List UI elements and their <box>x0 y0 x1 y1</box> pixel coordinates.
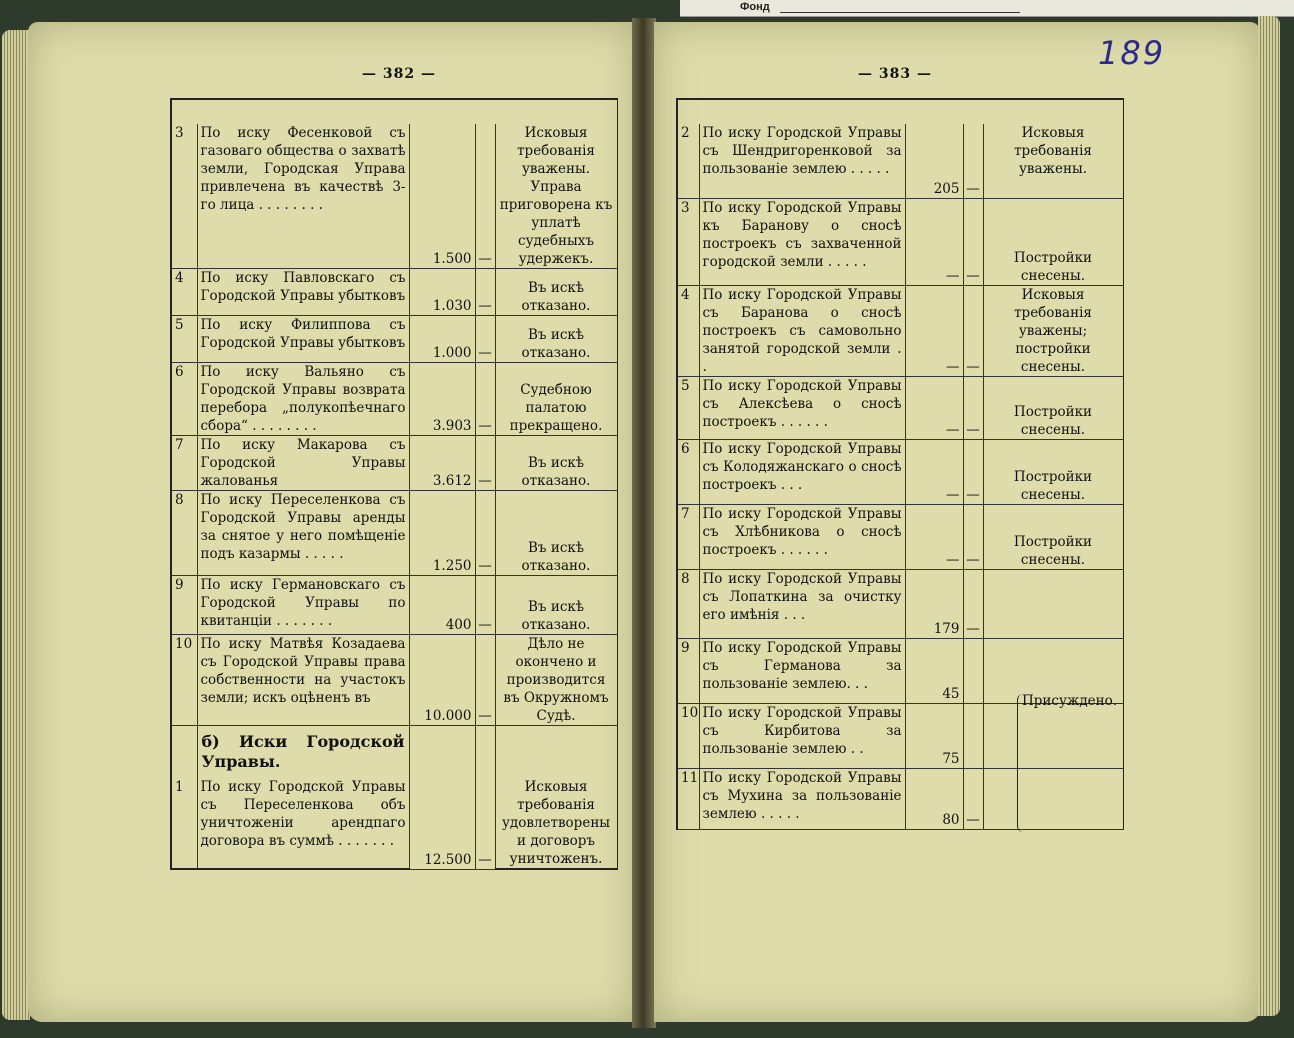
row-number: 9 <box>171 576 197 635</box>
brace-bracket <box>1017 694 1026 832</box>
section-blank-cell <box>495 726 617 779</box>
archive-stamp-line <box>780 12 1020 13</box>
row-sum: — <box>905 377 963 440</box>
row-result: Исковыя требованія уважены. Управа приговорена къ уплатѣ судебныхъ удержекъ. <box>495 124 617 269</box>
row-kopecks: — <box>963 440 983 505</box>
row-number: 7 <box>677 505 699 570</box>
row-number: 1 <box>171 778 197 869</box>
row-sum: 179 <box>905 570 963 639</box>
table-row <box>677 769 1123 830</box>
row-sum: 1.250 <box>409 491 475 576</box>
row-result: Судебною палатою прекращено. <box>495 363 617 436</box>
row-kopecks: — <box>963 570 983 639</box>
row-number: 10 <box>677 704 699 769</box>
table-row <box>171 269 617 316</box>
row-description: По иску Городской Управы съ Колодяжанскаго о сносѣ построекъ . . . <box>699 440 905 505</box>
row-kopecks: — <box>475 436 495 491</box>
archive-stamp <box>680 0 1294 17</box>
row-kopecks: — <box>963 769 983 830</box>
table-top-rule <box>171 99 617 124</box>
left-table <box>170 98 618 870</box>
row-description: По иску Макарова съ Городской Управы жалованья <box>197 436 409 491</box>
row-sum: 205 <box>905 124 963 199</box>
row-kopecks: — <box>963 286 983 377</box>
row-sum: — <box>905 440 963 505</box>
row-description: По иску Вальяно съ Городской Управы возврата перебора „полукопѣечнаго сбора“ . . . . . . . . <box>197 363 409 436</box>
row-description: По иску Матвѣя Козадаева съ Городской Управы права собственности на участокъ земли; искъ оцѣненъ въ <box>197 635 409 726</box>
table-row <box>677 377 1123 440</box>
table-row <box>677 570 1123 639</box>
row-kopecks: — <box>475 316 495 363</box>
row-sum: 400 <box>409 576 475 635</box>
brace-label: Присуждено. <box>1022 693 1118 709</box>
row-kopecks: — <box>963 124 983 199</box>
table-row <box>171 576 617 635</box>
row-kopecks: — <box>475 635 495 726</box>
row-kopecks: — <box>963 377 983 440</box>
row-sum: 75 <box>905 704 963 769</box>
row-number: 8 <box>677 570 699 639</box>
row-kopecks: — <box>475 491 495 576</box>
row-result: Въ искѣ отказано. <box>495 576 617 635</box>
table-top-rule <box>677 99 1123 124</box>
row-kopecks <box>963 639 983 704</box>
row-sum: 3.612 <box>409 436 475 491</box>
row-result: Въ искѣ отказано. <box>495 316 617 363</box>
row-number: 3 <box>171 124 197 269</box>
row-sum: 45 <box>905 639 963 704</box>
archive-stamp-label: Фонд <box>740 1 770 13</box>
right-page-number: — 383 — <box>858 66 932 82</box>
row-result <box>983 570 1123 639</box>
row-sum: 1.000 <box>409 316 475 363</box>
row-description: По иску Городской Управы съ Кирбитова за пользованіе землею . . <box>699 704 905 769</box>
row-result: Въ искѣ отказано. <box>495 436 617 491</box>
right-table <box>676 98 1124 830</box>
row-sum: 10.000 <box>409 635 475 726</box>
row-result: Въ искѣ отказано. <box>495 491 617 576</box>
row-description: По иску Городской Управы съ Мухина за пользованіе землею . . . . . <box>699 769 905 830</box>
row-number: 2 <box>677 124 699 199</box>
row-description: По иску Фесенковой съ газоваго общества о захватѣ земли, Городская Управа привлечена въ качествѣ 3-го лица . . . . . . . . <box>197 124 409 269</box>
row-description: По иску Переселенкова съ Городской Управы аренды за снятое у него помѣщеніе подъ казармы . . . . . <box>197 491 409 576</box>
row-sum: — <box>905 505 963 570</box>
row-description: По иску Филиппова съ Городской Управы убытковъ <box>197 316 409 363</box>
row-description: По иску Городской Управы съ Лопаткина за очистку его имѣнія . . . <box>699 570 905 639</box>
row-kopecks: — <box>963 505 983 570</box>
row-kopecks: — <box>475 576 495 635</box>
row-sum: 1.030 <box>409 269 475 316</box>
row-number: 3 <box>677 199 699 286</box>
row-result: Исковыя требованія уважены; постройки снесены. <box>983 286 1123 377</box>
row-number: 5 <box>171 316 197 363</box>
row-description: По иску Городской Управы съ Баранова о сносѣ построекъ съ самовольно занятой городской земли . . <box>699 286 905 377</box>
row-result: Постройки снесены. <box>983 505 1123 570</box>
row-sum: 1.500 <box>409 124 475 269</box>
row-sum: 80 <box>905 769 963 830</box>
row-number: 6 <box>677 440 699 505</box>
row-result: Исковыя требованія уважены. <box>983 124 1123 199</box>
row-number: 11 <box>677 769 699 830</box>
section-row <box>171 726 617 779</box>
section-blank-cell <box>475 726 495 779</box>
table-row <box>171 436 617 491</box>
row-description: По иску Германовскаго съ Городской Управы по квитанціи . . . . . . . <box>197 576 409 635</box>
table-row <box>171 363 617 436</box>
row-number: 4 <box>171 269 197 316</box>
row-description: По иску Городской Управы съ Германова за пользованіе землею. . . <box>699 639 905 704</box>
row-result <box>983 769 1123 830</box>
page-edges-left <box>2 30 30 1020</box>
archive-handwritten-number: 189 <box>1098 34 1166 72</box>
table-row <box>677 440 1123 505</box>
row-number: 4 <box>677 286 699 377</box>
row-sum: — <box>905 286 963 377</box>
row-sum: — <box>905 199 963 286</box>
table-row <box>677 704 1123 769</box>
row-result: Постройки снесены. <box>983 440 1123 505</box>
table-row <box>171 316 617 363</box>
section-title: б) Иски Городской Управы. <box>197 726 409 779</box>
table-row <box>171 778 617 869</box>
left-table-body <box>171 99 617 869</box>
row-kopecks: — <box>475 363 495 436</box>
row-result <box>983 704 1123 769</box>
table-row <box>677 286 1123 377</box>
row-number: 10 <box>171 635 197 726</box>
left-page-number: — 382 — <box>362 66 436 82</box>
row-description: По иску Павловскаго съ Городской Управы убытковъ <box>197 269 409 316</box>
table-row <box>171 491 617 576</box>
table-row <box>171 635 617 726</box>
table-row <box>171 124 617 269</box>
row-number: 8 <box>171 491 197 576</box>
row-kopecks <box>963 704 983 769</box>
row-result: Въ искѣ отказано. <box>495 269 617 316</box>
row-kopecks: — <box>475 778 495 869</box>
section-blank-cell <box>409 726 475 779</box>
row-number: 5 <box>677 377 699 440</box>
row-result: Исковыя требованія удовлетворены и договоръ уничтоженъ. <box>495 778 617 869</box>
book-spine <box>632 18 656 1028</box>
right-table-body <box>677 99 1123 830</box>
row-description: По иску Городской Управы съ Алексѣева о сносѣ построекъ . . . . . . <box>699 377 905 440</box>
page-edges-right <box>1258 16 1280 1016</box>
row-kopecks: — <box>963 199 983 286</box>
table-row <box>677 505 1123 570</box>
table-row <box>677 199 1123 286</box>
row-result: Постройки снесены. <box>983 377 1123 440</box>
section-blank-cell <box>171 726 197 779</box>
row-description: По иску Городской Управы съ Хлѣбникова о сносѣ построекъ . . . . . . <box>699 505 905 570</box>
row-sum: 3.903 <box>409 363 475 436</box>
row-description: По иску Городской Управы съ Шендригоренковой за пользованіе землею . . . . . <box>699 124 905 199</box>
table-row <box>677 124 1123 199</box>
row-result: Постройки снесены. <box>983 199 1123 286</box>
row-kopecks: — <box>475 269 495 316</box>
row-result: Дѣло не окончено и производится въ Окружномъ Судѣ. <box>495 635 617 726</box>
row-sum: 12.500 <box>409 778 475 869</box>
row-description: По иску Городской Управы къ Баранову о сносѣ построекъ съ захваченной городской земли . . . . . <box>699 199 905 286</box>
row-description: По иску Городской Управы съ Переселенкова объ уничтоженіи арендпаго договора въ суммѣ . . . . . . . <box>197 778 409 869</box>
row-number: 6 <box>171 363 197 436</box>
row-number: 9 <box>677 639 699 704</box>
row-kopecks: — <box>475 124 495 269</box>
row-number: 7 <box>171 436 197 491</box>
